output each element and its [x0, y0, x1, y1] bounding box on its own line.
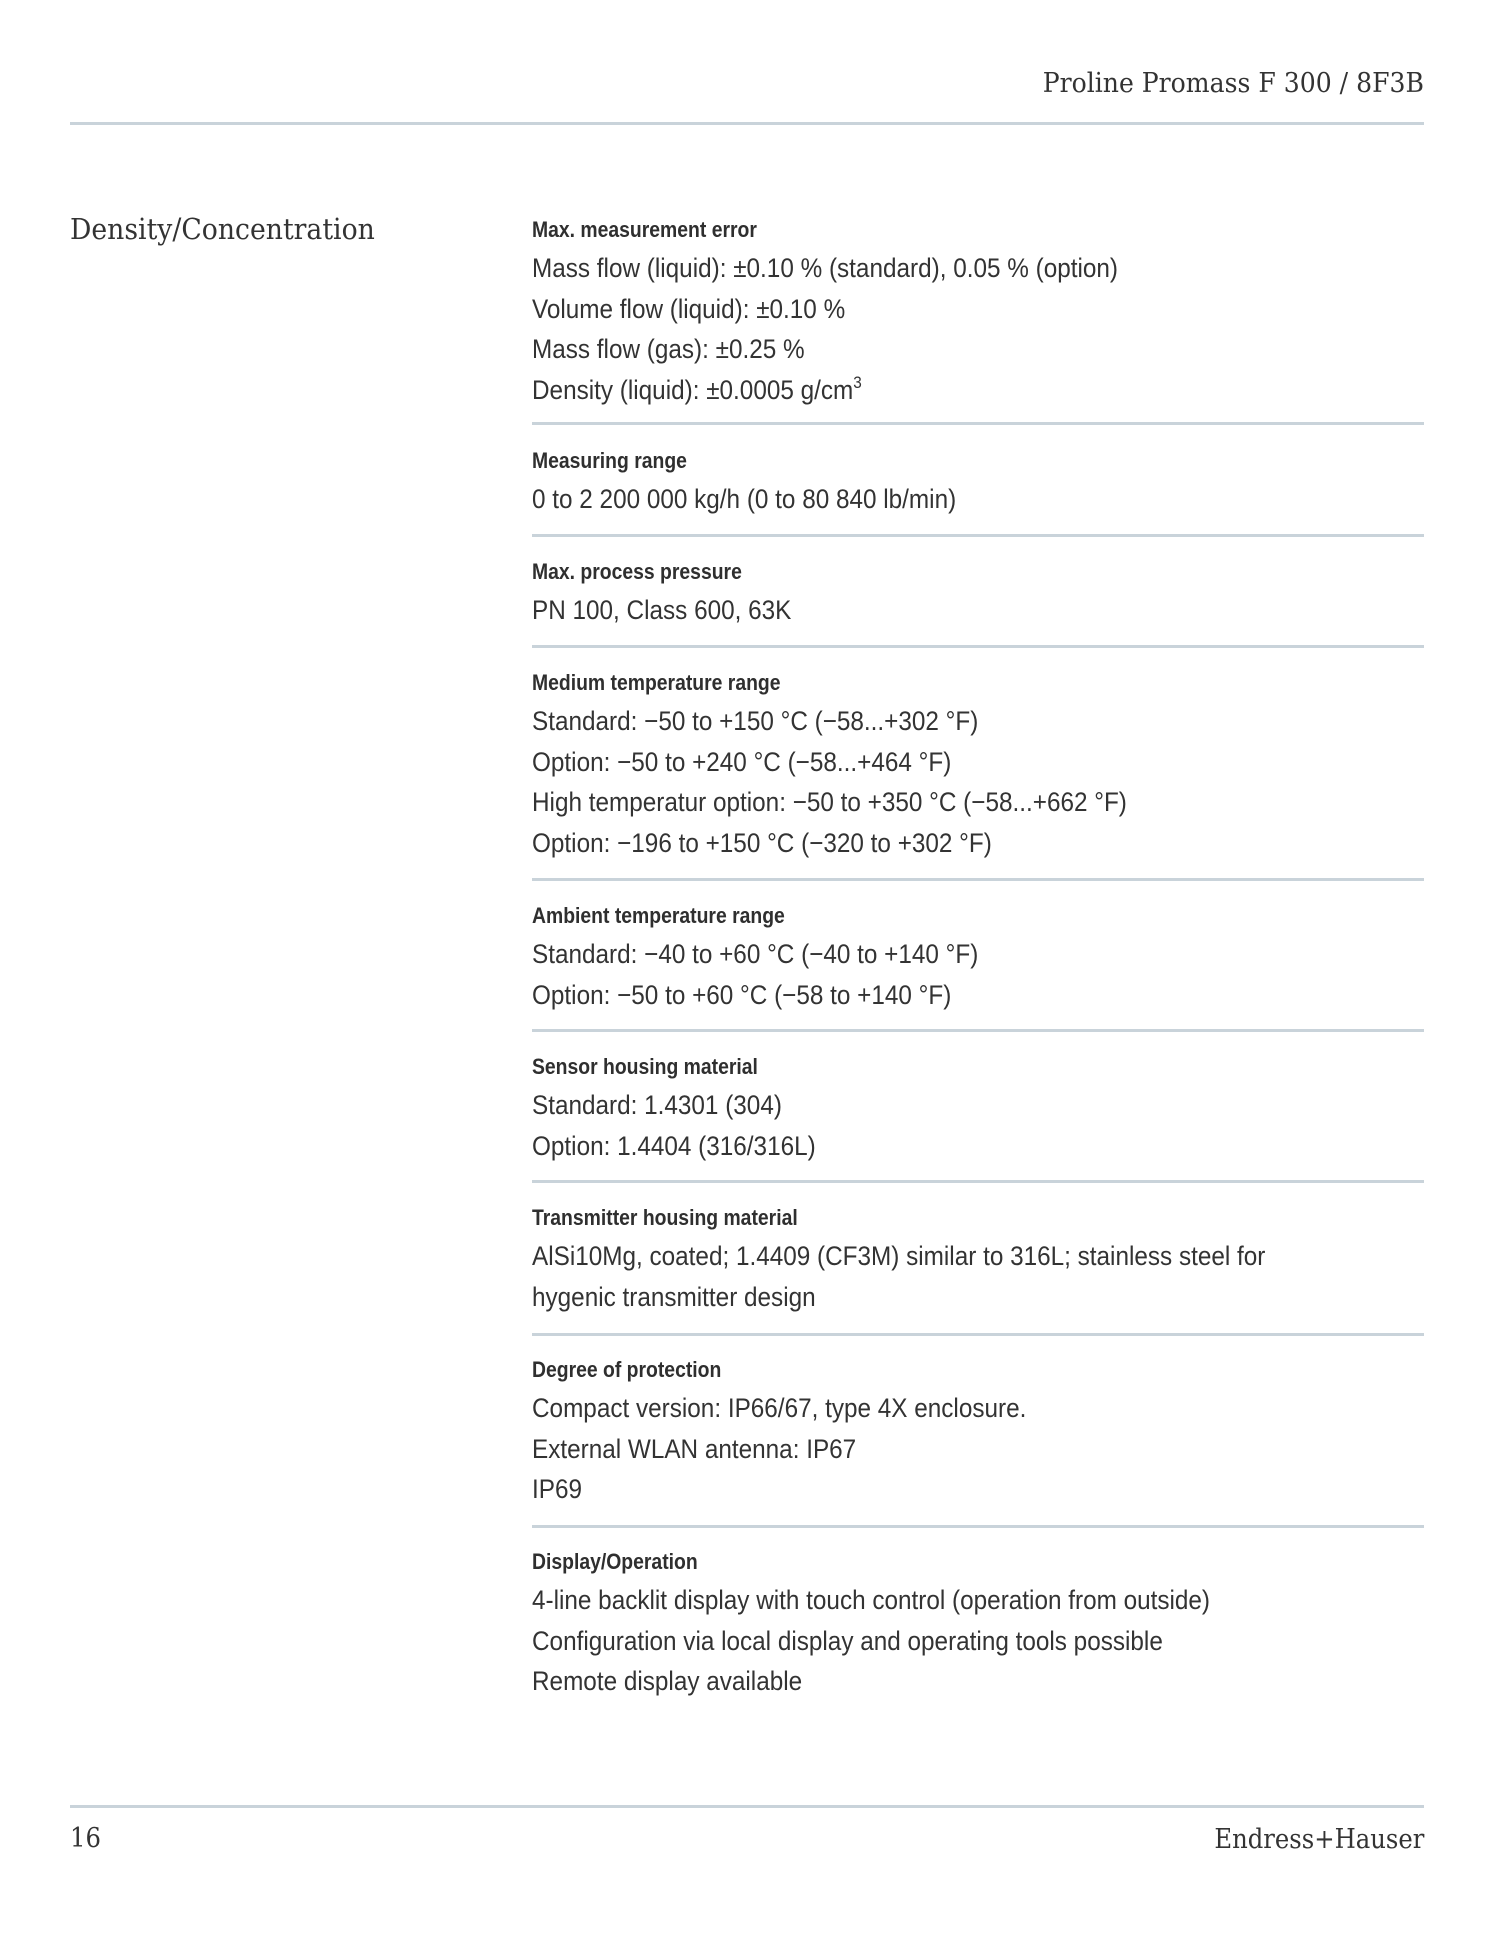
spec-max-measurement-error	[532, 216, 1424, 410]
spec-line: hygenic transmitter design	[532, 1281, 816, 1312]
spec-line-text: Density (liquid): ±0.0005 g/cm	[532, 374, 854, 405]
spec-line: Standard: −50 to +150 °C (−58...+302 °F)	[532, 706, 979, 736]
header-divider	[70, 122, 1424, 125]
spec-line: IP69	[532, 1474, 582, 1504]
spec-line: Option: 1.4404 (316/316L)	[532, 1130, 816, 1161]
page-number: 16	[70, 1823, 101, 1854]
spec-line: Standard: −40 to +60 °C (−40 to +140 °F)	[532, 939, 979, 969]
spec-line: PN 100, Class 600, 63K	[532, 595, 792, 625]
spec-line: Configuration via local display and operating tools possible	[532, 1625, 1163, 1656]
spec-divider	[532, 422, 1424, 425]
spec-title: Degree of protection	[532, 1357, 722, 1382]
spec-line: 0 to 2 200 000 kg/h (0 to 80 840 lb/min)	[532, 484, 957, 514]
section-label: Density/Concentration	[70, 212, 375, 246]
spec-line: Volume flow (liquid): ±0.10 %	[532, 293, 846, 324]
spec-title: Display/Operation	[532, 1549, 698, 1574]
spec-measuring-range	[532, 447, 1424, 520]
spec-medium-temperature-range	[532, 669, 1424, 863]
spec-ambient-temperature-range	[532, 902, 1424, 1015]
spec-line: Remote display available	[532, 1666, 803, 1696]
spec-title: Measuring range	[532, 448, 687, 473]
spec-divider	[532, 1029, 1424, 1032]
brand-name: Endress+Hauser	[1213, 1824, 1424, 1855]
spec-line: External WLAN antenna: IP67	[532, 1433, 857, 1464]
document-header-title: Proline Promass F 300 / 8F3B	[1042, 68, 1424, 99]
spec-line: Option: −196 to +150 °C (−320 to +302 °F)	[532, 827, 992, 858]
spec-title: Transmitter housing material	[532, 1205, 798, 1230]
spec-divider	[532, 878, 1424, 881]
spec-line: Mass flow (liquid): ±0.10 % (standard), 0.05 % (option)	[532, 253, 1118, 283]
spec-divider	[532, 534, 1424, 537]
spec-title: Max. process pressure	[532, 559, 742, 584]
spec-title: Sensor housing material	[532, 1054, 758, 1079]
spec-line: Option: −50 to +60 °C (−58 to +140 °F)	[532, 979, 952, 1010]
spec-line-density	[532, 370, 1335, 411]
spec-transmitter-housing-material	[532, 1204, 1424, 1317]
spec-line: 4-line backlit display with touch control (operation from outside)	[532, 1585, 1211, 1615]
spec-line: High temperatur option: −50 to +350 °C (−58...+662 °F)	[532, 787, 1127, 817]
spec-divider	[532, 1525, 1424, 1528]
spec-line: Mass flow (gas): ±0.25 %	[532, 334, 805, 364]
footer-divider	[70, 1805, 1424, 1808]
spec-divider	[532, 1180, 1424, 1183]
spec-line: Compact version: IP66/67, type 4X enclosure.	[532, 1393, 1027, 1423]
spec-display-operation	[532, 1548, 1424, 1702]
spec-divider	[532, 1333, 1424, 1336]
spec-sensor-housing-material	[532, 1053, 1424, 1166]
spec-degree-of-protection	[532, 1356, 1424, 1510]
spec-line: AlSi10Mg, coated; 1.4409 (CF3M) similar to 316L; stainless steel for	[532, 1241, 1266, 1271]
spec-title: Medium temperature range	[532, 670, 781, 695]
spec-line: Standard: 1.4301 (304)	[532, 1090, 782, 1120]
spec-max-process-pressure	[532, 558, 1424, 631]
spec-divider	[532, 645, 1424, 648]
spec-title: Max. measurement error	[532, 217, 757, 242]
spec-title: Ambient temperature range	[532, 903, 785, 928]
superscript: 3	[853, 372, 862, 392]
spec-line: Option: −50 to +240 °C (−58...+464 °F)	[532, 746, 952, 777]
